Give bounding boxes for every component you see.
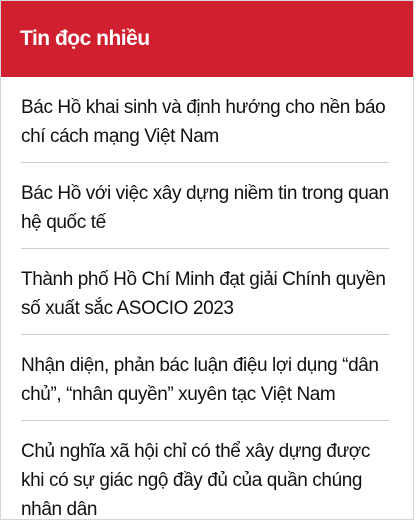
most-read-list [1, 77, 413, 520]
list-item [21, 335, 389, 421]
widget-title: Tin đọc nhiều [20, 27, 150, 50]
article-link-2[interactable]: Bác Hồ với việc xây dựng niềm tin trong quan hệ quốc tế [21, 183, 389, 233]
article-link-1[interactable]: Bác Hồ khai sinh và định hướng cho nền báo chí cách mạng Việt Nam [21, 97, 386, 147]
article-link-4[interactable]: Nhận diện, phản bác luận điệu lợi dụng “dân chủ”, “nhân quyền” xuyên tạc Việt Nam [21, 355, 379, 405]
list-item [21, 249, 389, 335]
list-item [21, 421, 389, 520]
list-item [21, 77, 389, 163]
widget-header [1, 1, 413, 77]
list-item [21, 163, 389, 249]
article-link-3[interactable]: Thành phố Hồ Chí Minh đạt giải Chính quyền số xuất sắc ASOCIO 2023 [21, 269, 386, 319]
article-link-5[interactable]: Chủ nghĩa xã hội chỉ có thể xây dựng được khi có sự giác ngộ đầy đủ của quần chúng nhân dân [21, 441, 370, 520]
